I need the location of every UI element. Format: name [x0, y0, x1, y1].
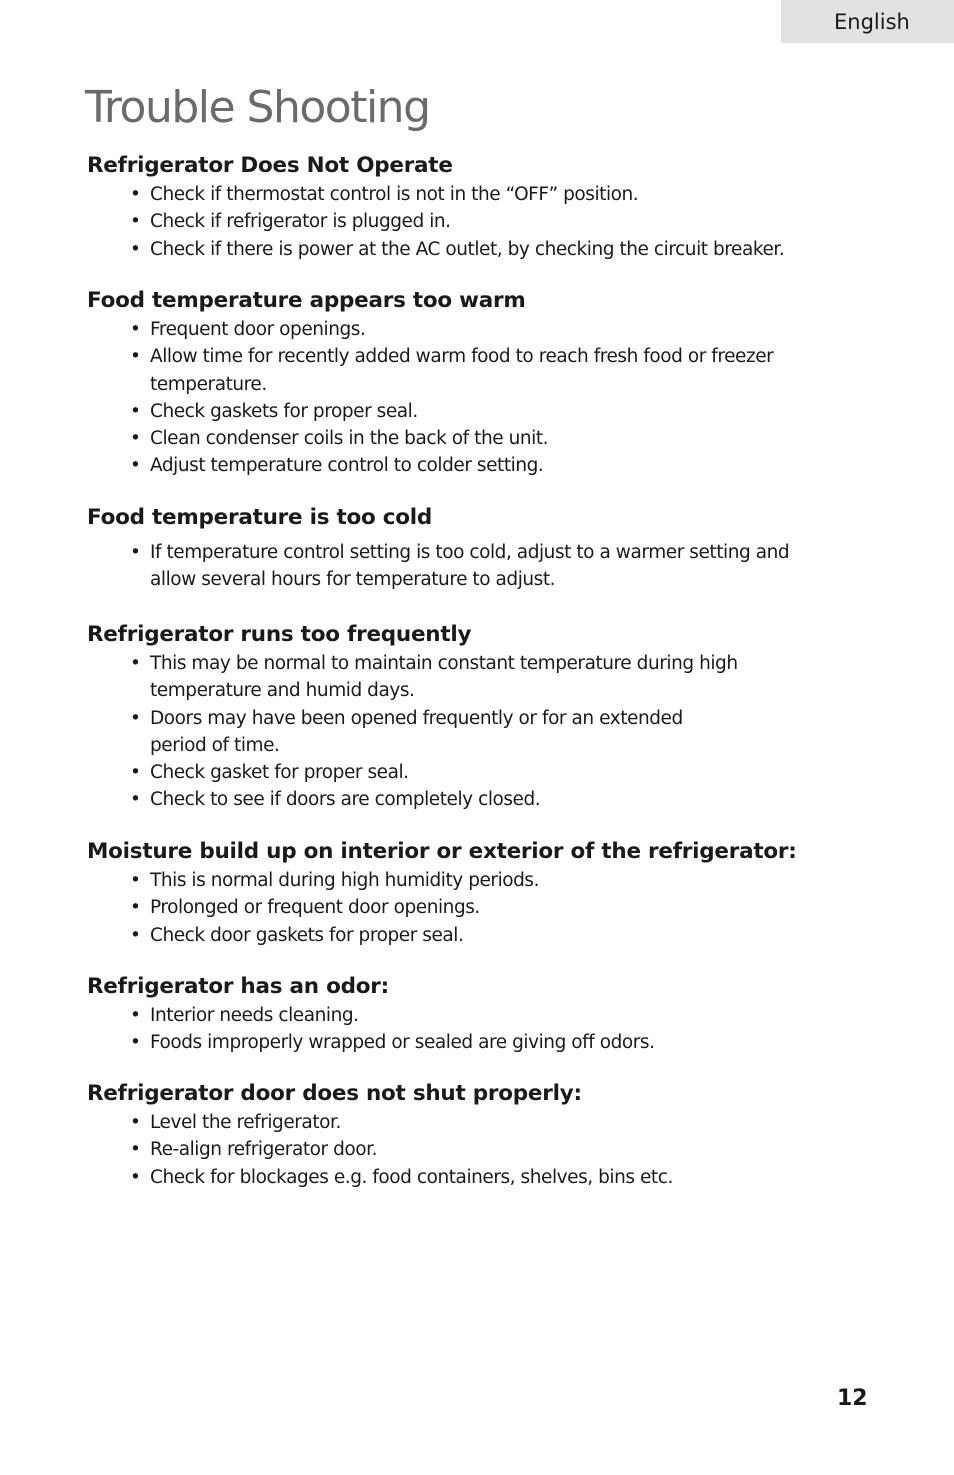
list-item: • Re-align refrigerator door.: [150, 1136, 927, 1163]
bullet-list: [87, 316, 927, 480]
page-title: Trouble Shooting: [85, 82, 430, 133]
list-item: • Allow time for recently added warm food to reach fresh food or freezer temperature.: [150, 343, 790, 398]
list-item: • This is normal during high humidity periods.: [150, 867, 927, 894]
bullet-list: [87, 1002, 927, 1057]
list-item: • Prolonged or frequent door openings.: [150, 894, 927, 921]
list-item: • Level the refrigerator.: [150, 1109, 927, 1136]
list-item: • Foods improperly wrapped or sealed are giving off odors.: [150, 1029, 927, 1056]
list-item: • Clean condenser coils in the back of the unit.: [150, 425, 927, 452]
section-heading: Food temperature appears too warm: [87, 288, 526, 313]
list-item: • Frequent door openings.: [150, 316, 927, 343]
list-item: • Adjust temperature control to colder setting.: [150, 452, 927, 479]
troubleshooting-content: [87, 151, 927, 1199]
list-item: • If temperature control setting is too cold, adjust to a warmer setting and allow several hours for temperature to adjust.: [150, 539, 810, 594]
section-door-not-shut: [87, 1079, 927, 1199]
section-odor: [87, 972, 927, 1079]
bullet-list: [87, 539, 927, 594]
section-heading: Food temperature is too cold: [87, 505, 433, 530]
section-heading: Moisture build up on interior or exterior of the refrigerator:: [87, 839, 797, 864]
list-item: • Check if there is power at the AC outlet, by checking the circuit breaker.: [150, 236, 927, 263]
list-item: • Check gasket for proper seal.: [150, 759, 927, 786]
bullet-list: [87, 650, 927, 814]
list-item: • Interior needs cleaning.: [150, 1002, 927, 1029]
section-heading: Refrigerator door does not shut properly:: [87, 1081, 582, 1106]
section-too-warm: [87, 286, 927, 503]
list-item: • Check if thermostat control is not in the “OFF” position.: [150, 181, 927, 208]
list-item: • This may be normal to maintain constant temperature during high temperature and humid days.: [150, 650, 780, 705]
bullet-list: [87, 1109, 927, 1191]
bullet-list: [87, 181, 927, 263]
list-item: • Check gaskets for proper seal.: [150, 398, 927, 425]
list-item: • Check if refrigerator is plugged in.: [150, 208, 927, 235]
list-item: • Doors may have been opened frequently or for an extended period of time.: [150, 705, 740, 760]
section-does-not-operate: [87, 151, 927, 286]
section-runs-too-frequently: [87, 620, 927, 837]
list-item: • Check to see if doors are completely closed.: [150, 786, 927, 813]
section-heading: Refrigerator has an odor:: [87, 974, 389, 999]
section-heading: Refrigerator Does Not Operate: [87, 153, 453, 178]
page-number: 12: [837, 1386, 868, 1411]
language-tab: English: [781, 0, 954, 43]
section-moisture: [87, 837, 927, 972]
section-heading: Refrigerator runs too frequently: [87, 622, 472, 647]
list-item: • Check for blockages e.g. food containers, shelves, bins etc.: [150, 1164, 927, 1191]
section-too-cold: [87, 503, 927, 620]
list-item: • Check door gaskets for proper seal.: [150, 922, 927, 949]
bullet-list: [87, 867, 927, 949]
